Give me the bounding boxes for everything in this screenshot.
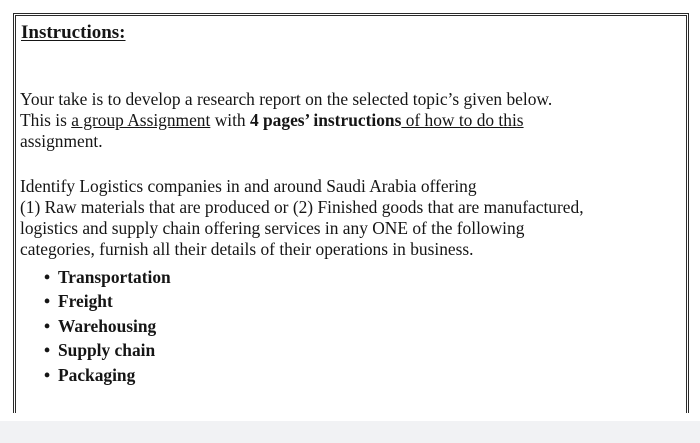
page-footer-band [0,421,700,443]
intro-line-3: assignment. [20,131,103,151]
task-description-paragraph [20,176,584,260]
group-assignment-text: a group Assignment [71,110,211,130]
instructions-heading: Instructions: [21,22,126,43]
category-label: Transportation [58,267,171,287]
list-item [44,289,171,313]
category-label: Warehousing [58,315,157,336]
list-item [44,338,171,362]
bullet-icon: • [44,364,51,385]
list-item [44,314,171,338]
assignment-intro-paragraph [20,89,552,152]
intro-line-2-start: This is [20,110,72,130]
categories-list [44,265,171,387]
task-line-4: categories, furnish all their details of their operations in business. [20,239,474,259]
intro-line-2-mid: with [210,110,250,130]
category-label: Supply chain [58,340,156,361]
task-line-3: logistics and supply chain offering services in any ONE of the following [20,218,525,238]
bullet-icon: • [44,340,51,361]
instructions-box [13,13,689,413]
page-count-text: 4 pages’ instructions [249,110,402,130]
list-item [44,265,171,289]
intro-line-2 [20,110,552,131]
bullet-icon: • [44,291,51,312]
category-label: Freight [58,291,113,312]
bullet-icon: • [44,267,51,287]
bullet-icon: • [44,315,51,336]
list-item [44,363,171,387]
task-line-1: Identify Logistics companies in and around Saudi Arabia offering [20,176,477,196]
category-label: Packaging [58,364,136,385]
task-line-2: (1) Raw materials that are produced or (2) Finished goods that are manufactured, [20,197,584,217]
intro-line-2-tail: of how to do this [401,110,524,130]
intro-line-1: Your take is to develop a research report on the selected topic’s given below. [20,89,553,109]
